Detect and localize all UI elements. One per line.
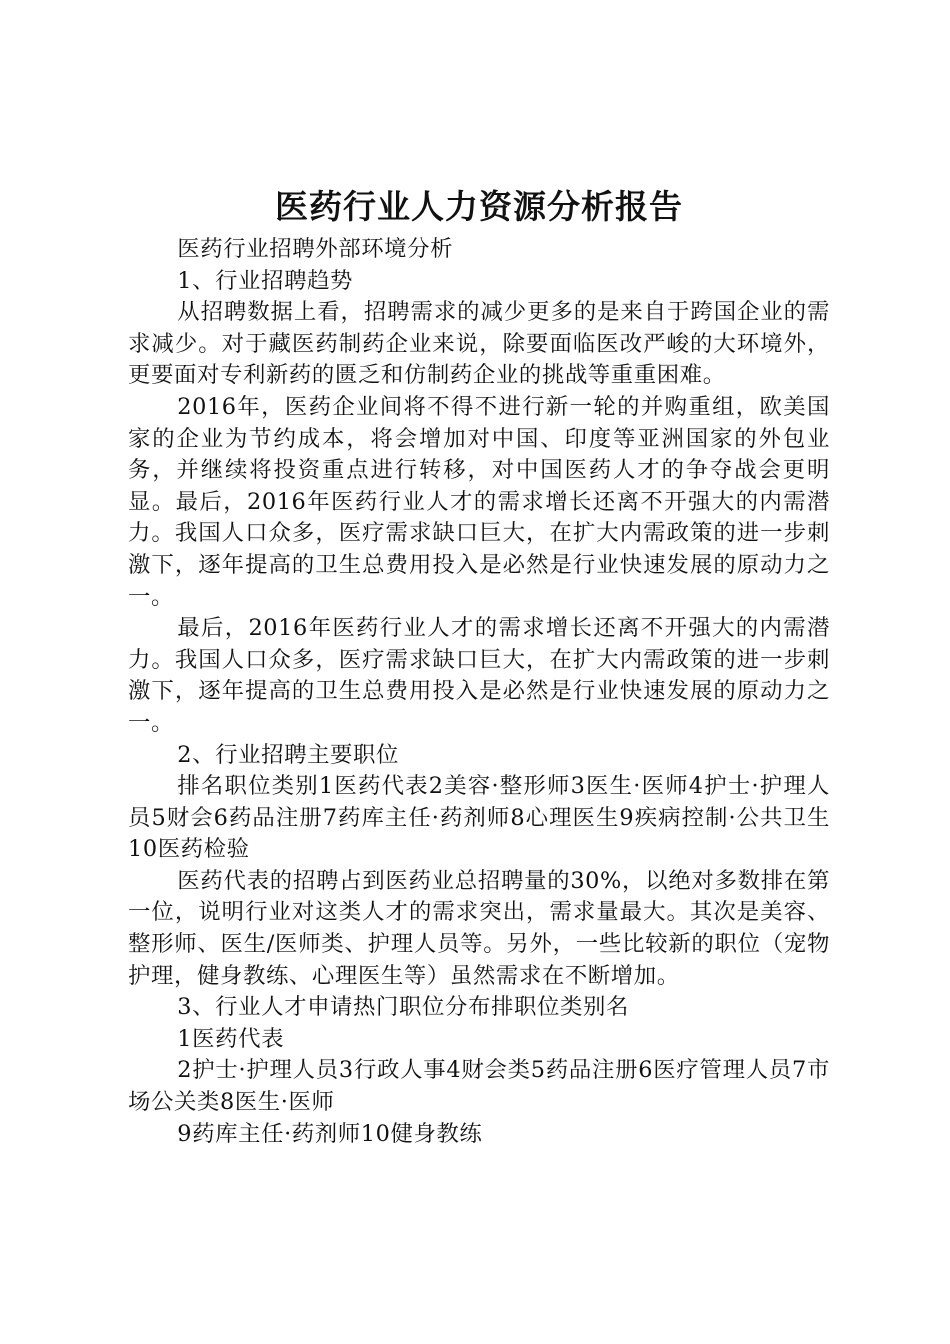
section-heading-recruitment-trend: 1、行业招聘趋势	[177, 267, 354, 294]
paragraph-domestic-demand: 最后，2016年医药行业人才的需求增长还离不开强大的内需潜力。我国人口众多，医疗需求缺口巨大，在扩大内需政策的进一步刺激下，逐年提高的卫生总费用投入是必然是行业快速发展的原动力之一。	[128, 615, 830, 736]
paragraph-medical-representative: 医药代表的招聘占到医药业总招聘量的30%，以绝对多数排在第一位，说明行业对这类人才的需求突出，需求量最大。其次是美容、整形师、医生/医师类、护理人员等。另外，一些比较新的职位（宠物护理，健身教练、心理医生等）虽然需求在不断增加。	[128, 867, 830, 989]
list-item-hot-positions-2-8: 2护士·护理人员3行政人事4财会类5药品注册6医疗管理人员7市场公关类8医生·医师	[128, 1057, 830, 1116]
paragraph-recruitment-data: 从招聘数据上看，招聘需求的减少更多的是来自于跨国企业的需求减少。对于藏医药制药企业来说，除要面临医改严峻的大环境外，更要面对专利新药的匮乏和仿制药企业的挑战等重重困难。	[128, 299, 830, 389]
document-page	[128, 182, 830, 1150]
paragraph-position-ranking: 排名职位类别1医药代表2美容·整形师3医生·医师4护士·护理人员5财会6药品注册7药库主任·药剂师8心理医生9疾病控制·公共卫生10医药检验	[128, 773, 830, 863]
paragraph-2016-mergers: 2016年，医药企业间将不得不进行新一轮的并购重组，欧美国家的企业为节约成本，将会增加对中国、印度等亚洲国家的外包业务，并继续将投资重点进行转移，对中国医药人才的争夺战会更明显。最后，2016年医药行业人才的需求增长还离不开强大的内需潜力。我国人口众多，医疗需求缺口巨大，在扩大内需政策的进一步刺激下，逐年提高的卫生总费用投入是必然是行业快速发展的原动力之一。	[128, 393, 830, 610]
section-heading-external-environment: 医药行业招聘外部环境分析	[177, 236, 454, 262]
list-item-hot-positions-9-10: 9药库主任·药剂师10健身教练	[177, 1120, 483, 1147]
document-title: 医药行业人力资源分析报告	[275, 187, 683, 226]
section-heading-hot-positions: 3、行业人才申请热门职位分布排职位类别名	[177, 994, 629, 1021]
section-heading-main-positions: 2、行业招聘主要职位	[177, 741, 400, 768]
list-item-hot-position-1: 1医药代表	[177, 1025, 285, 1052]
